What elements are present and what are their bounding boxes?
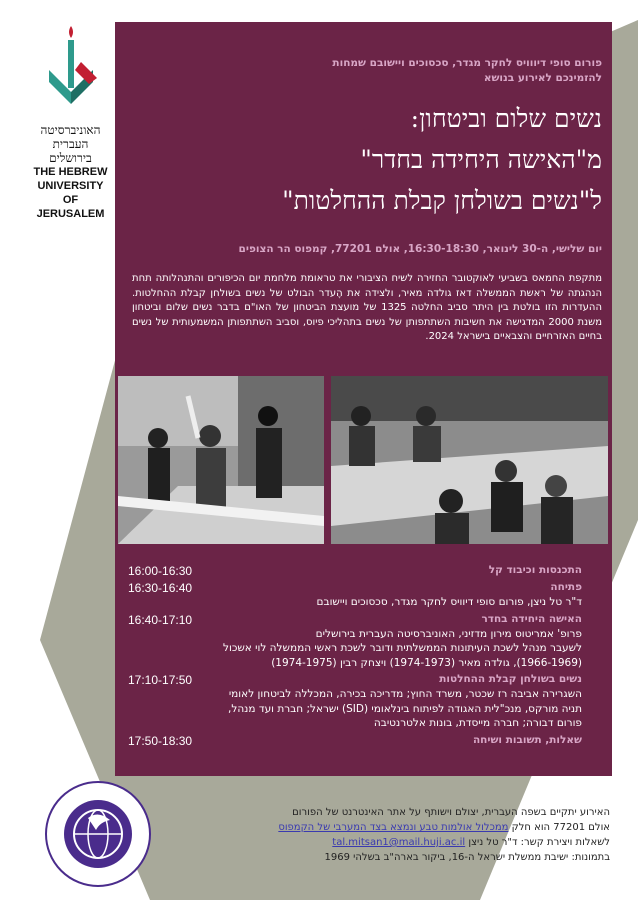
schedule-session-label: האישה היחידה בחדר xyxy=(481,612,582,625)
footer-line1: האירוע יתקיים בשפה העברית, יצולם וישותף על אתר האינטרנט של הפורום xyxy=(292,807,610,818)
logo-english-line2: UNIVERSITY xyxy=(37,180,104,192)
intro-text xyxy=(162,56,602,86)
schedule-row xyxy=(128,734,582,748)
schedule-row xyxy=(128,564,582,578)
schedule-time: 16:40-17:10 xyxy=(128,612,193,627)
footer-line3 xyxy=(150,835,610,850)
intro-line1: פורום סופי דיווויס לחקר מגדר, סכסוכים ויישובם שמחות xyxy=(332,57,602,69)
schedule-time: 17:50-18:30 xyxy=(128,733,193,748)
schedule-session-label: שאלות, תשובות ושיחה xyxy=(472,733,582,746)
footer-line2 xyxy=(150,820,610,835)
schedule-row xyxy=(128,613,582,627)
contact-email-link[interactable]: tal.mitsan1@mail.huji.ac.il xyxy=(332,837,466,848)
globe-dove-logo-icon xyxy=(44,780,152,888)
university-logo xyxy=(28,22,113,220)
schedule-detail-line: פרופ' אמריטוס מירון מדזיני, האוניברסיטה העברית בירושלים xyxy=(315,627,582,640)
footer xyxy=(150,805,610,865)
schedule-detail-line: השגרירה אביבה רז שכטר, משרד החוץ; מדריכה בכירה, המכללה לביטחון לאומי xyxy=(228,688,582,700)
hebrew-university-logo-icon xyxy=(41,22,101,117)
footer-line2-text: אולם 77201 הוא חלק xyxy=(508,822,610,833)
logo-english-line3: OF JERUSALEM xyxy=(36,194,105,220)
schedule-session-label: נשים בשולחן קבלת ההחלטות xyxy=(439,673,582,685)
logo-hebrew-line1: האוניברסיטה xyxy=(40,123,101,137)
schedule xyxy=(128,564,582,748)
title-line2: מ"האישה היחידה בחדר" xyxy=(360,145,602,174)
schedule-detail-line: פורום דבורה; חברה מייסדת, בונות אלטרנטיבה xyxy=(373,717,582,729)
location-link[interactable]: ממכלול אולמות טבע ונמצא בצד המערבי של הקמפוס xyxy=(278,822,509,833)
schedule-detail-line: לשעבר מנהל לשכת העיתונות הממשלתית ודובר לשכת ראשי הממשלה לוי אשכול xyxy=(222,642,582,654)
government-meeting-photo xyxy=(331,376,608,544)
schedule-detail-line: (1966-1969), גולדה מאיר (1974-1973) ויצחק רבין (1974-1975) xyxy=(271,656,582,669)
footer-line3-text: לשאלות ויצירת קשר: ד"ר טל ניצן xyxy=(465,837,610,848)
golda-meir-airplane-stairs-photo xyxy=(118,376,324,544)
schedule-time: 17:10-17:50 xyxy=(128,673,193,687)
schedule-row xyxy=(128,673,582,687)
event-dateline: יום שלישי, ה-30 לינואר, 16:30-18:30, אולם 77201, קמפוס הר הצופים xyxy=(238,243,602,255)
schedule-detail-line: ד"ר טל ניצן, פורום סופי דיוויס לחקר מגדר, סכסוכים ויישובם xyxy=(316,596,582,608)
intro-line2: להזמינכם לאירוע בנושא xyxy=(483,72,602,84)
title-line1: נשים שלום וביטחון: xyxy=(410,104,602,133)
schedule-session-label: התכנסות וכיבוד קל xyxy=(488,564,582,576)
title-line3: ל"נשים בשולחן קבלת ההחלטות" xyxy=(282,186,602,215)
schedule-detail-line: תניה מורקס, מנכ"לית האגודה לפיתוח בינלאומי (SID) ישראל; חברת ועד מנהל, xyxy=(228,702,582,715)
logo-hebrew-line2: העברית xyxy=(52,137,89,151)
event-description: מתקפת החמאס בשביעי לאוקטובר החזירה לשיח הציבורי את טראומת מלחמת יום הכיפורים והתנהלותה תחת הנהגתה של ראשת הממשלה דאז גולדה מאיר, ולצידה את הֶעדר הבולט של נשים בשולחן קבלת ההחלטות. ההעדרות הזו בולטת בין היתר סביב החלטה 1325 של מועצת הביטחון של האו"ם בדבר נשים שלום וביטחון משנת 2000 המדגישה את חשיבות השתתפותן של נשים בתהליכי פיוס, וסביב השתתפותן המשמעותית של נשים בחיים האזרחיים והצבאיים בישראל 2024. xyxy=(132,273,602,342)
schedule-time: 16:00-16:30 xyxy=(128,564,193,578)
footer-line4: בתמונות: ישיבת ממשלת ישראל ה-16, ביקור בארה"ב בשלהי 1969 xyxy=(324,852,610,863)
schedule-session-label: פתיחה xyxy=(550,581,582,593)
event-title xyxy=(142,98,602,221)
logo-hebrew-line3: בירושלים xyxy=(49,151,92,165)
schedule-time: 16:30-16:40 xyxy=(128,581,193,595)
schedule-row xyxy=(128,581,582,595)
logo-english-line1: THE HEBREW xyxy=(33,166,108,178)
